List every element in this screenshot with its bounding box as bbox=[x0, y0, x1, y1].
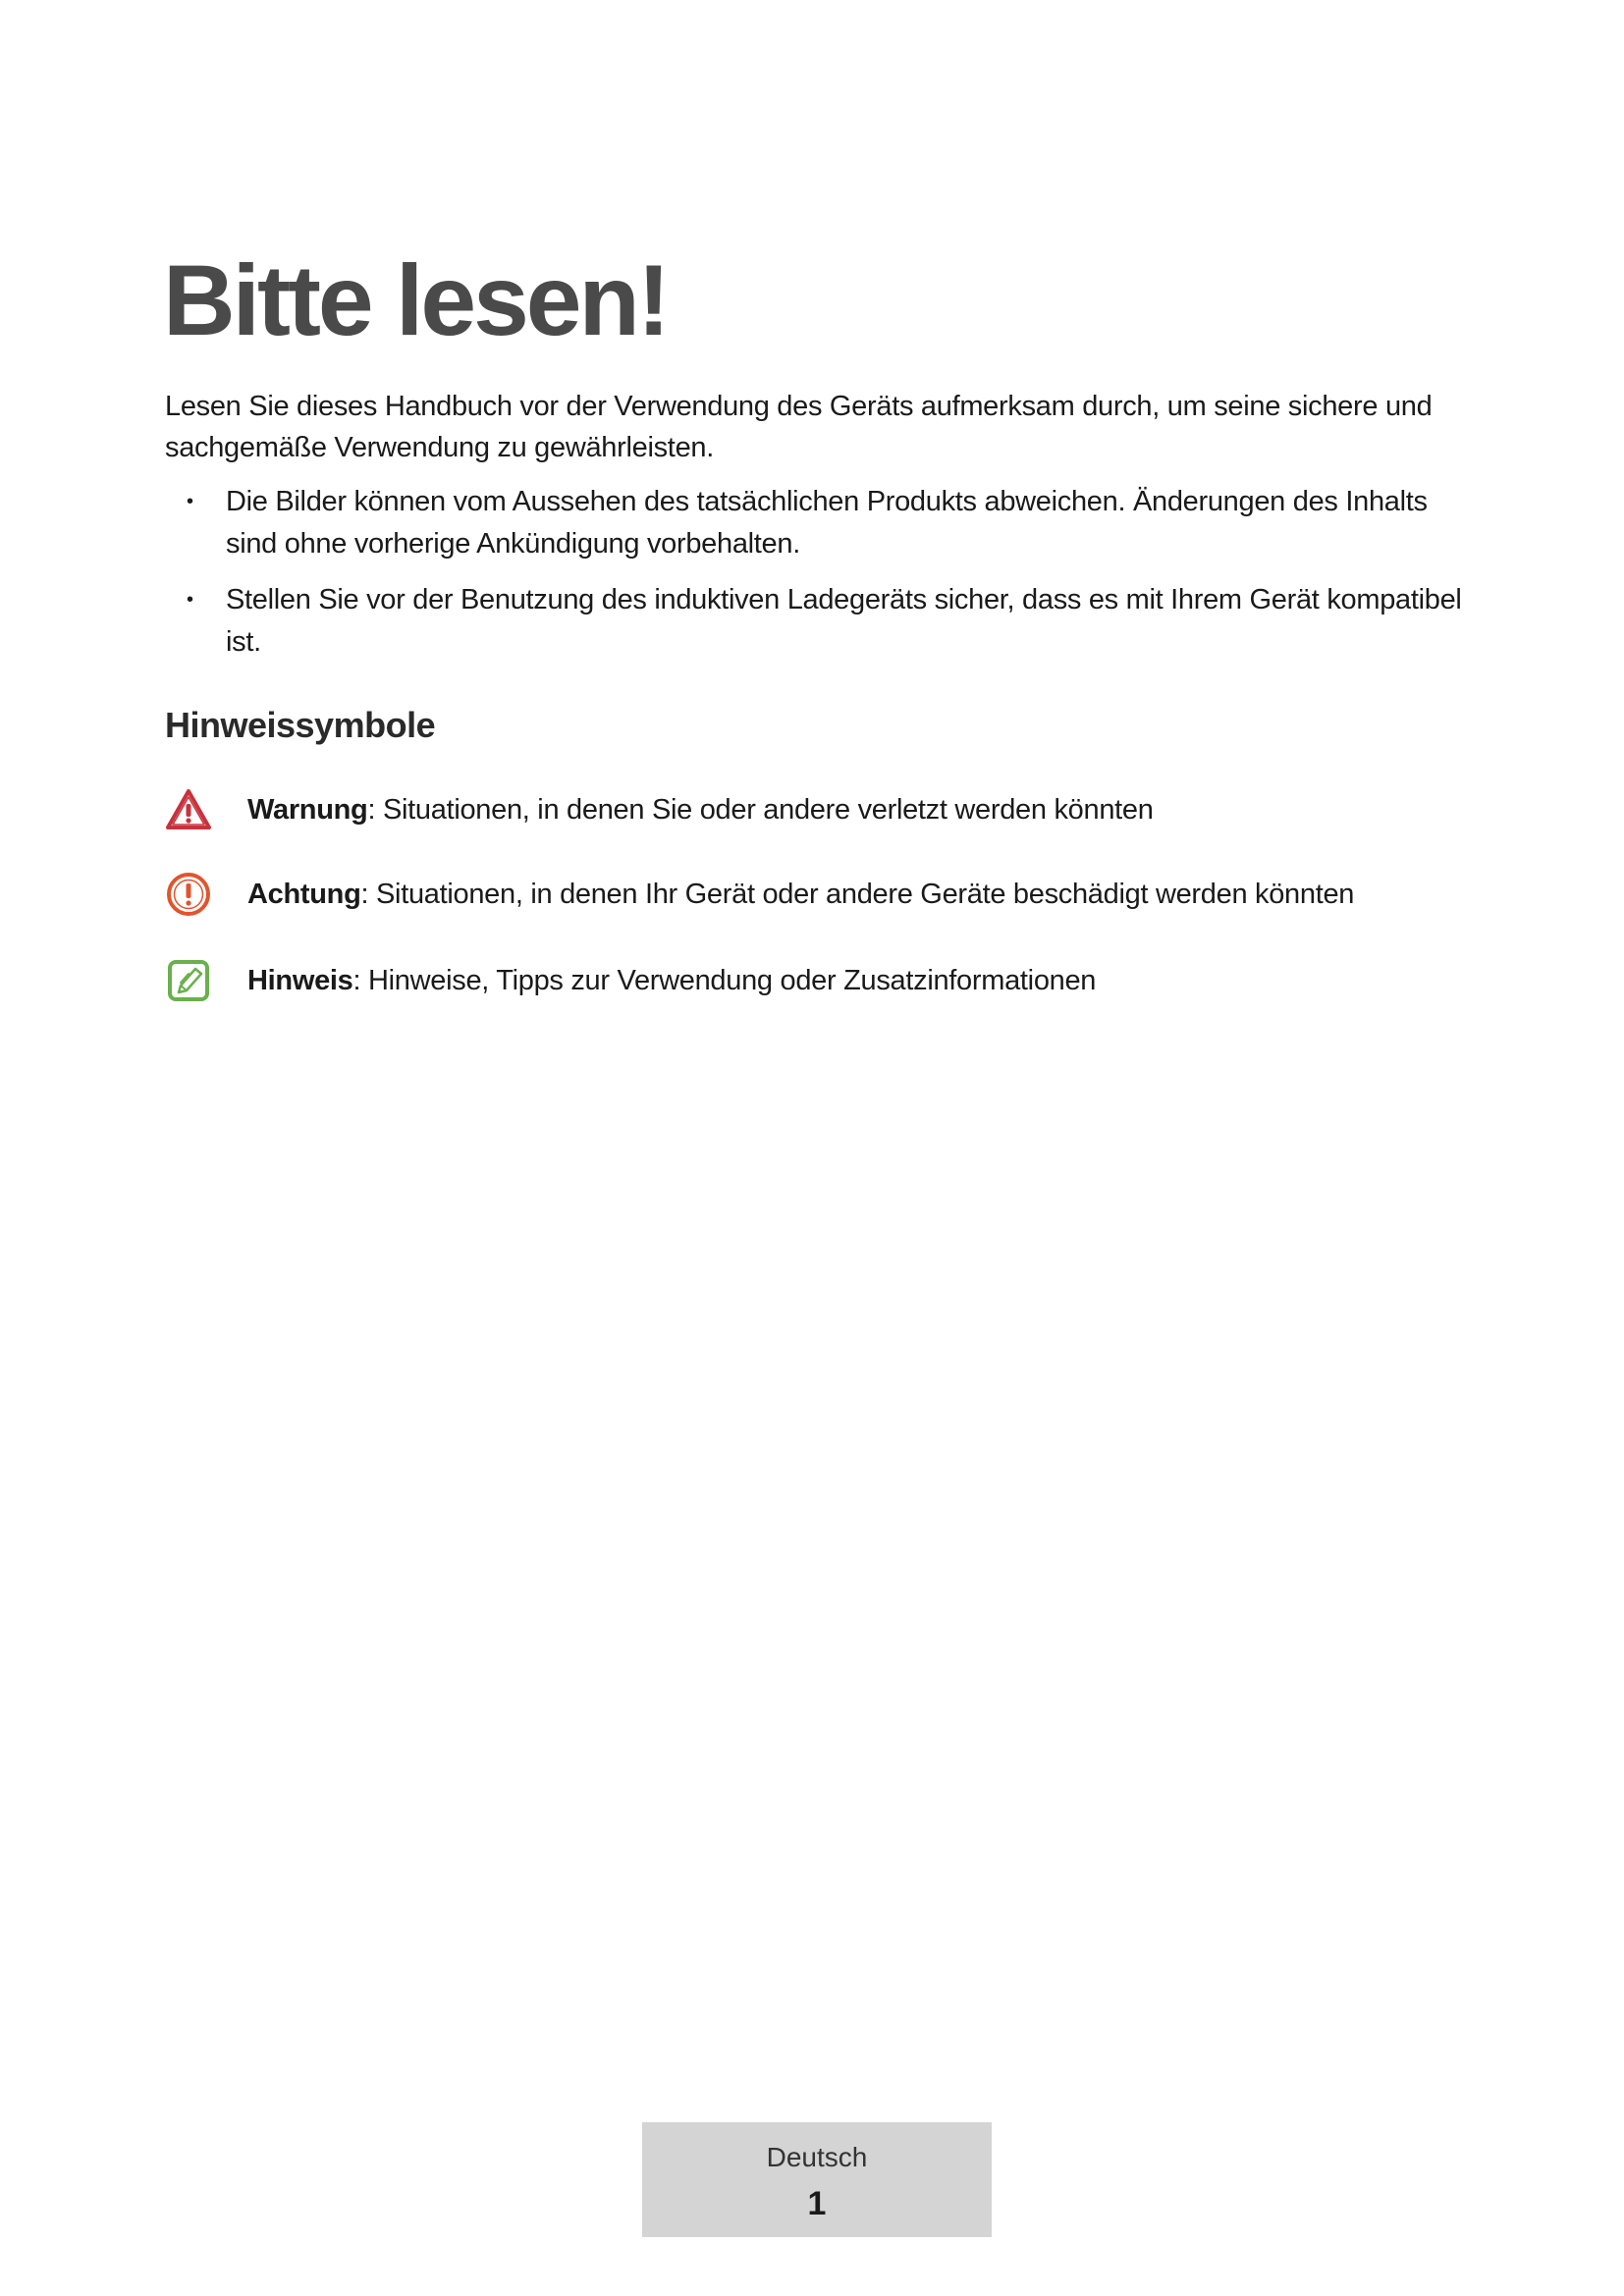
notice-caution-label: Achtung bbox=[247, 878, 361, 910]
notice-warning-label: Warnung bbox=[247, 793, 368, 826]
notice-note-text bbox=[247, 965, 1096, 997]
list-item bbox=[165, 579, 1481, 664]
list-item-text: Stellen Sie vor der Benutzung des induktiven Ladegeräts sicher, dass es mit Ihrem Gerät kompatibel ist. bbox=[226, 584, 1462, 658]
intro-paragraph: Lesen Sie dieses Handbuch vor der Verwendung des Geräts aufmerksam durch, um seine sichere und sachgemäße Verwendung zu gewährleisten. bbox=[165, 391, 1433, 463]
notice-warning-row bbox=[165, 785, 1154, 834]
bullet-list bbox=[165, 481, 1481, 677]
bullet-icon: • bbox=[187, 491, 193, 512]
notice-caution-description: : Situationen, in denen Ihr Gerät oder andere Geräte beschädigt werden könnten bbox=[360, 878, 1355, 910]
notice-note-label: Hinweis bbox=[247, 964, 353, 996]
footer-language: Deutsch bbox=[766, 2142, 868, 2172]
list-item-text: Die Bilder können vom Aussehen des tatsächlichen Produkts abweichen. Änderungen des Inhalts sind ohne vorherige Ankündigung vorbehalten. bbox=[226, 486, 1428, 560]
warning-triangle-icon bbox=[165, 786, 212, 833]
list-item bbox=[165, 481, 1481, 565]
notice-caution-text bbox=[247, 879, 1354, 911]
notice-note-description: : Hinweise, Tipps zur Verwendung oder Zusatzinformationen bbox=[352, 964, 1097, 996]
page-footer bbox=[642, 2122, 992, 2237]
caution-circle-icon bbox=[165, 871, 212, 918]
section-heading: Hinweissymbole bbox=[165, 705, 436, 745]
notice-note-row bbox=[165, 956, 1096, 1005]
page-number: 1 bbox=[807, 2185, 827, 2222]
notice-warning-description: : Situationen, in denen Sie oder andere verletzt werden könnten bbox=[367, 793, 1154, 826]
notice-warning-text bbox=[247, 794, 1154, 827]
page-title: Bitte lesen! bbox=[163, 244, 668, 356]
note-pencil-icon bbox=[165, 957, 212, 1004]
notice-caution-row bbox=[165, 870, 1354, 919]
bullet-icon: • bbox=[187, 589, 193, 611]
